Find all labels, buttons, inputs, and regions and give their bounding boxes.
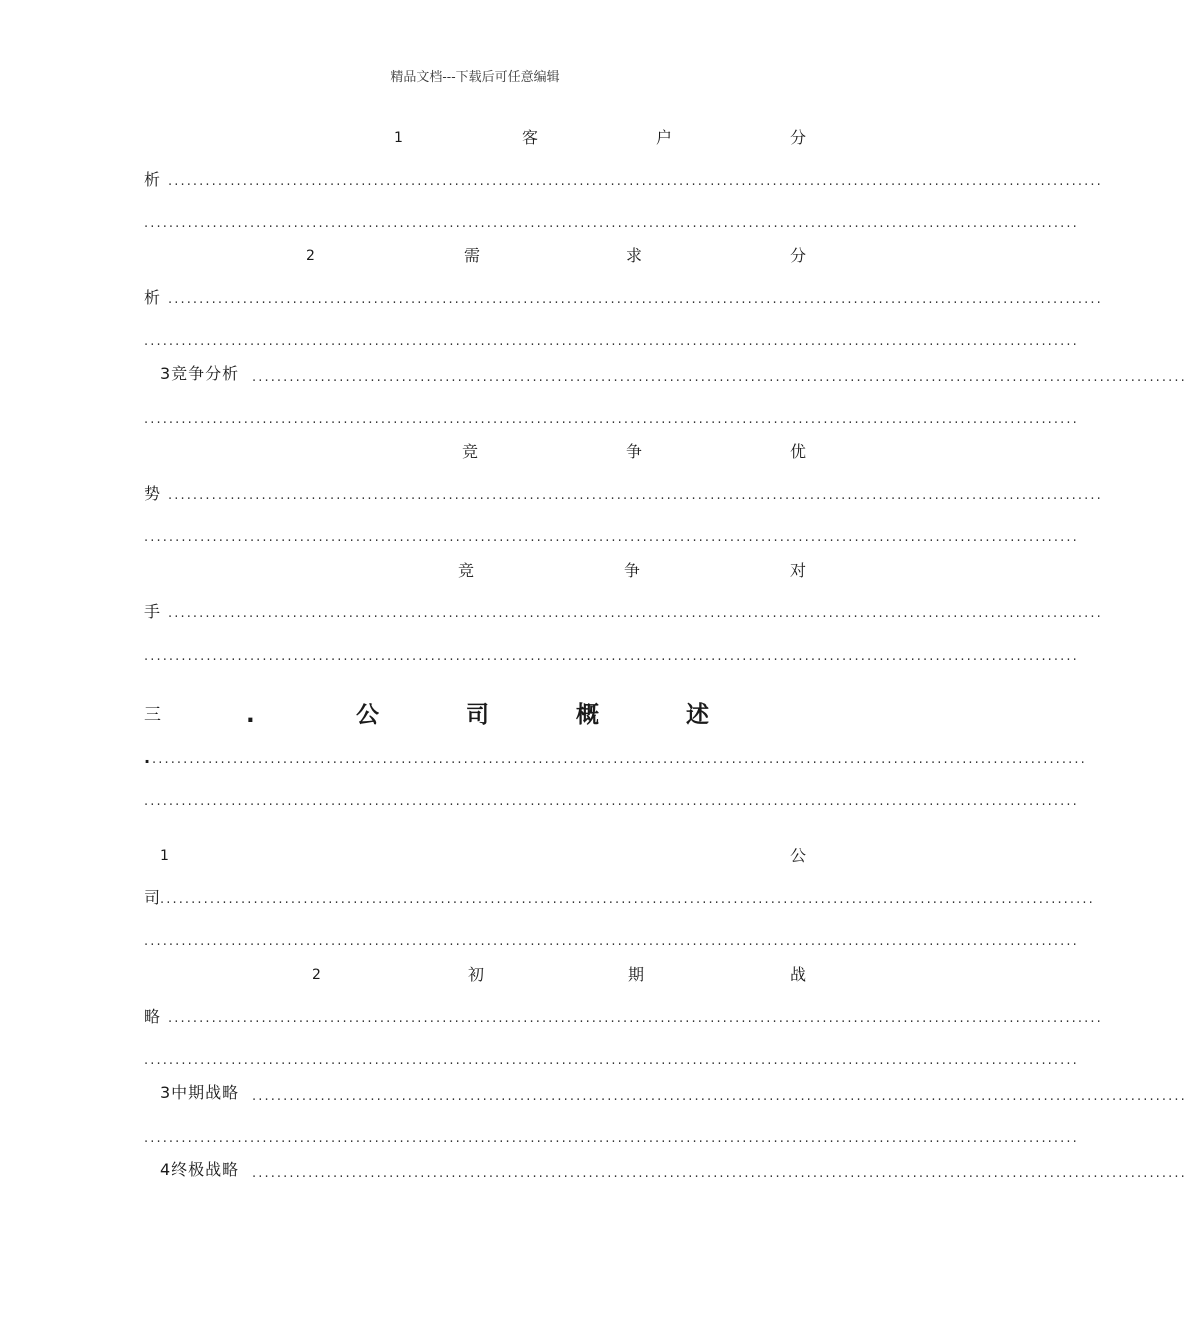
dot-leader: ...................................................................................................................................................... [168, 606, 1103, 621]
toc-char: 竞 [462, 442, 479, 461]
toc-char: 公 [790, 846, 807, 865]
dot-leader: ...................................................................................................................................................... [252, 1089, 1187, 1104]
toc-char: 战 [790, 965, 807, 984]
dot-leader: ...................................................................................................................................................... [168, 488, 1103, 503]
section-title-char: 概 [576, 702, 599, 728]
toc-char: 优 [790, 442, 807, 461]
toc-char: 户 [656, 128, 673, 147]
page-header: 精品文档---下载后可任意编辑 [390, 70, 560, 85]
toc-char: 争 [626, 442, 643, 461]
dot-leader: ...................................................................................................................................................... [144, 530, 1079, 545]
toc-entry-title: 3竞争分析 [160, 364, 240, 383]
toc-char: 期 [628, 965, 645, 984]
section-title-char: 公 [356, 702, 379, 728]
dot-leader: ...................................................................................................................................................... [252, 1166, 1187, 1181]
toc-char: 对 [790, 561, 807, 580]
toc-num: 1 [394, 130, 403, 146]
toc-num: 2 [306, 248, 315, 264]
toc-lead: 析 [144, 288, 161, 307]
toc-char: 争 [624, 561, 641, 580]
dot-leader: ...................................................................................................................................................... [144, 649, 1079, 664]
toc-num: 2 [312, 967, 321, 983]
toc-num: 1 [160, 848, 169, 864]
toc-entry-title: 3中期战略 [160, 1083, 240, 1102]
section-lead: . [144, 748, 151, 767]
dot-leader: ...................................................................................................................................................... [168, 292, 1103, 307]
dot-leader: ...................................................................................................................................................... [168, 174, 1103, 189]
toc-entry-title: 4终极战略 [160, 1160, 240, 1179]
dot-leader: ...................................................................................................................................................... [144, 216, 1079, 231]
section-number: 三 [144, 705, 161, 725]
dot-leader: ...................................................................................................................................................... [144, 334, 1079, 349]
toc-char: 分 [790, 128, 807, 147]
section-dot: . [246, 702, 255, 728]
toc-lead: 势 [144, 484, 161, 503]
dot-leader: ...................................................................................................................................................... [160, 892, 1095, 907]
dot-leader: ...................................................................................................................................................... [144, 1131, 1079, 1146]
dot-leader: ...................................................................................................................................................... [144, 934, 1079, 949]
toc-lead: 司 [144, 888, 161, 907]
toc-lead: 略 [144, 1007, 161, 1026]
dot-leader: ...................................................................................................................................................... [152, 752, 1087, 767]
toc-char: 竞 [458, 561, 475, 580]
toc-char: 初 [468, 965, 485, 984]
dot-leader: ...................................................................................................................................................... [252, 370, 1187, 385]
dot-leader: ...................................................................................................................................................... [144, 412, 1079, 427]
toc-lead: 手 [144, 602, 161, 621]
toc-char: 客 [522, 128, 539, 147]
section-title-char: 述 [686, 702, 709, 728]
dot-leader: ...................................................................................................................................................... [168, 1011, 1103, 1026]
toc-lead: 析 [144, 170, 161, 189]
dot-leader: ...................................................................................................................................................... [144, 1053, 1079, 1068]
toc-char: 求 [626, 246, 643, 265]
toc-char: 需 [464, 246, 481, 265]
dot-leader: ...................................................................................................................................................... [144, 794, 1079, 809]
toc-char: 分 [790, 246, 807, 265]
section-title-char: 司 [466, 702, 489, 728]
